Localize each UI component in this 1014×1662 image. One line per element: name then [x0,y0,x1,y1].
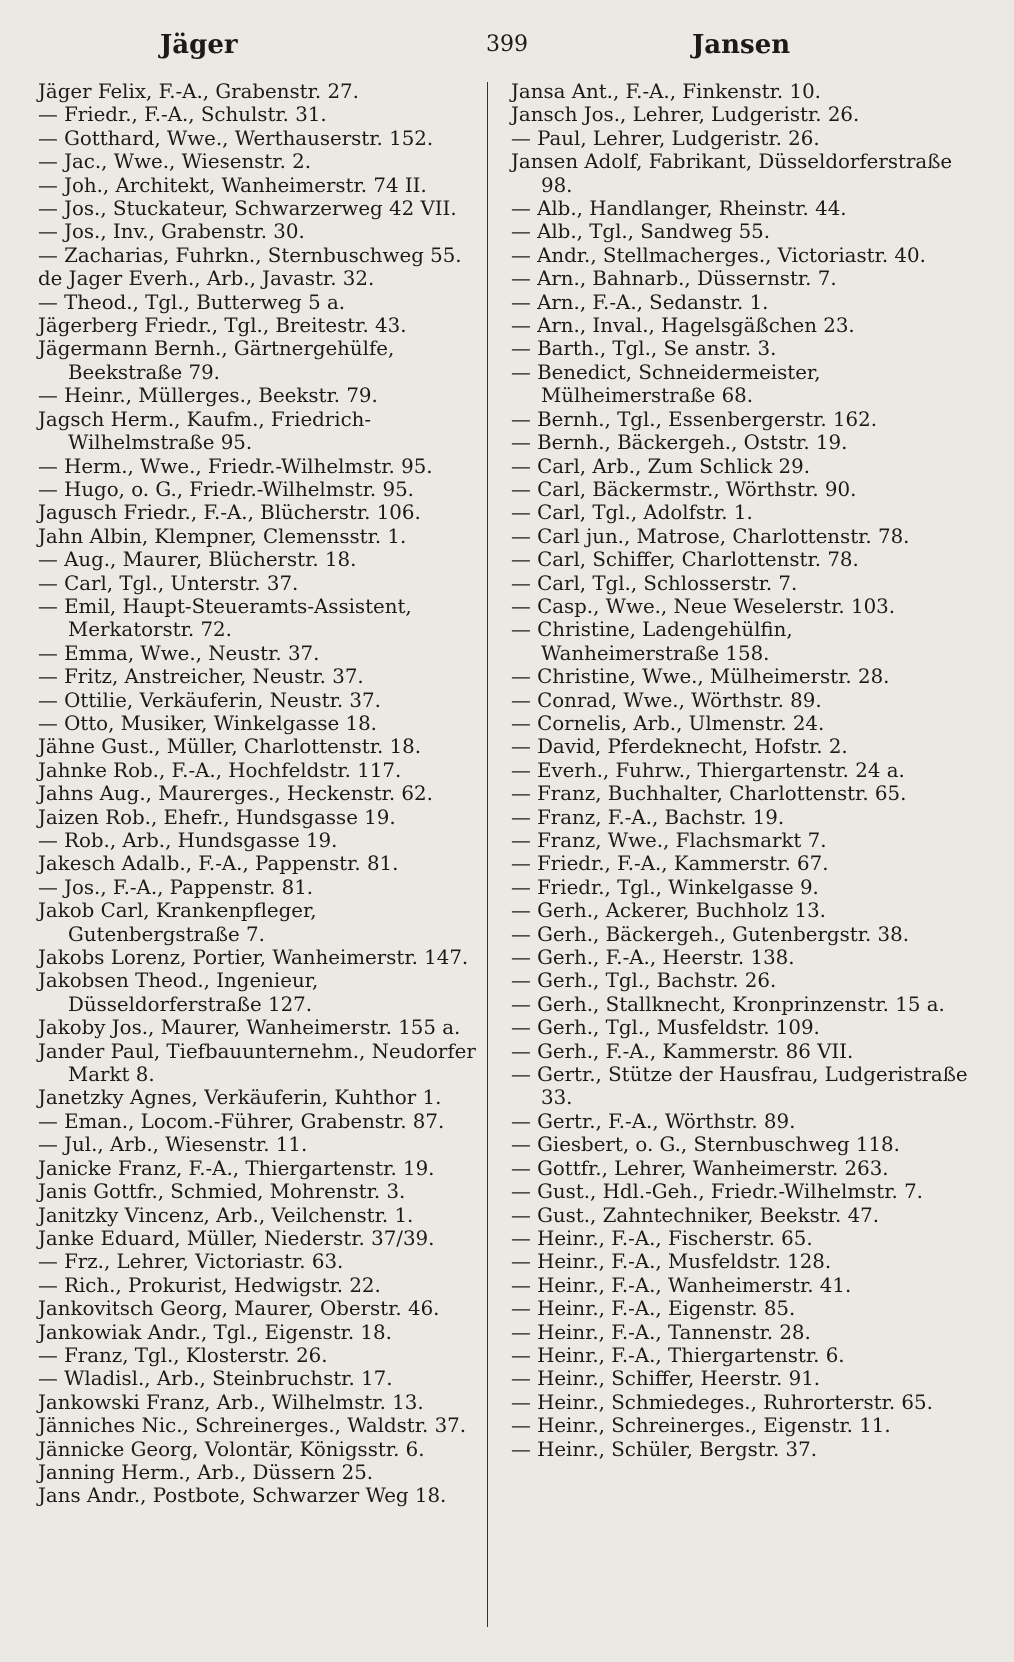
directory-entry: Janetzky Agnes, Verkäuferin, Kuhthor 1. [38,1086,442,1110]
directory-entry: — Ottilie, Verkäuferin, Neustr. 37. [38,688,381,712]
directory-entry: — Gust., Zahntechniker, Beekstr. 47. [511,1203,880,1227]
directory-entry: Jähne Gust., Müller, Charlottenstr. 18. [38,735,422,759]
directory-entry: Jankowski Franz, Arb., Wilhelmstr. 13. [38,1390,424,1414]
directory-entry: — Franz, F.-A., Bachstr. 19. [511,805,785,829]
directory-entry: — Paul, Lehrer, Ludgeristr. 26. [511,126,820,150]
directory-entry: — Jul., Arb., Wiesenstr. 11. [38,1133,308,1157]
column-divider [487,82,488,1627]
directory-entry: — Joh., Architekt, Wanheimerstr. 74 II. [38,173,427,197]
directory-entry: Jahns Aug., Maurerges., Heckenstr. 62. [38,782,433,806]
directory-entry: Jakesch Adalb., F.-A., Pappenstr. 81. [38,852,399,876]
directory-entry: — Barth., Tgl., Se anstr. 3. [511,337,777,361]
directory-entry: Jakobsen Theod., Ingenieur, Düsseldorferstraße 127. [38,969,319,1016]
directory-entry: — Gertr., F.-A., Wörthstr. 89. [511,1109,796,1133]
directory-entry: — Friedr., Tgl., Winkelgasse 9. [511,875,819,899]
directory-entry: — Casp., Wwe., Neue Weselerstr. 103. [511,594,896,618]
directory-entry: — Christine, Ladengehülfin, Wanheimerstraße 158. [511,618,793,665]
directory-entry: — Gotthard, Wwe., Werthauserstr. 152. [38,126,434,150]
directory-entry: — Carl jun., Matrose, Charlottenstr. 78. [511,524,910,548]
directory-entry: — Heinr., Schmiedeges., Ruhrorterstr. 65. [511,1390,933,1414]
directory-entry: — David, Pferdeknecht, Hofstr. 2. [511,735,848,759]
page-header [0,30,1014,70]
directory-entry: Jägermann Bernh., Gärtnergehülfe, Beekstraße 79. [38,337,395,384]
directory-entry: Janitzky Vincenz, Arb., Veilchenstr. 1. [38,1203,414,1227]
directory-entry: — Gerh., Tgl., Musfeldstr. 109. [511,1016,820,1040]
directory-entry: — Heinr., F.-A., Tannenstr. 28. [511,1320,811,1344]
directory-entry: — Jac., Wwe., Wiesenstr. 2. [38,150,312,174]
right-column [511,80,971,1461]
directory-entry: — Franz, Tgl., Klosterstr. 26. [38,1343,328,1367]
directory-entry: — Cornelis, Arb., Ulmenstr. 24. [511,711,825,735]
directory-entry: — Bernh., Bäckergeh., Oststr. 19. [511,431,848,455]
directory-entry: — Andr., Stellmacherges., Victoriastr. 40. [511,243,926,267]
directory-entry: Jansa Ant., F.-A., Finkenstr. 10. [511,80,821,103]
directory-entry: de Jager Everh., Arb., Javastr. 32. [38,267,375,291]
header-left-keyword: Jäger [160,30,238,60]
directory-entry: — Heinr., Schüler, Bergstr. 37. [511,1437,818,1461]
directory-entry: — Alb., Handlanger, Rheinstr. 44. [511,197,847,221]
directory-entry: — Gust., Hdl.-Geh., Friedr.-Wilhelmstr. 7. [511,1180,923,1204]
directory-entry: Jaizen Rob., Ehefr., Hundsgasse 19. [38,805,396,829]
directory-entry: — Alb., Tgl., Sandweg 55. [511,220,771,244]
directory-entry: — Emil, Haupt-Steueramts-Assistent, Merkatorstr. 72. [38,594,412,642]
directory-entry: Jäger Felix, F.-A., Grabenstr. 27. [38,80,359,103]
directory-entry: Jännicke Georg, Volontär, Königsstr. 6. [38,1437,425,1461]
directory-entry: Janicke Franz, F.-A., Thiergartenstr. 19. [38,1156,435,1180]
directory-entry: — Zacharias, Fuhrkn., Sternbuschweg 55. [38,243,462,267]
directory-entry: — Emma, Wwe., Neustr. 37. [38,641,320,665]
directory-entry: Janning Herm., Arb., Düssern 25. [38,1460,374,1484]
directory-entry: — Eman., Locom.-Führer, Grabenstr. 87. [38,1109,445,1133]
directory-entry: — Benedict, Schneidermeister, Mülheimerstraße 68. [511,360,821,408]
directory-entry: Jakobs Lorenz, Portier, Wanheimerstr. 147. [38,946,469,970]
directory-entry: Jansch Jos., Lehrer, Ludgeristr. 26. [511,103,860,127]
directory-entry: Jägerberg Friedr., Tgl., Breitestr. 43. [38,314,407,338]
directory-entry: Jans Andr., Postbote, Schwarzer Weg 18. [38,1484,447,1508]
directory-entry: — Jos., Inv., Grabenstr. 30. [38,220,305,244]
directory-entry: — Gerh., F.-A., Kammerstr. 86 VII. [511,1039,854,1063]
directory-entry: — Gerh., Tgl., Bachstr. 26. [511,969,777,993]
directory-entry: — Carl, Tgl., Adolfstr. 1. [511,501,753,525]
directory-entry: — Friedr., F.-A., Schulstr. 31. [38,103,327,127]
directory-entry: Janke Eduard, Müller, Niederstr. 37/39. [38,1226,435,1250]
directory-entry: — Heinr., Schiffer, Heerstr. 91. [511,1367,821,1391]
directory-entry: — Gerh., F.-A., Heerstr. 138. [511,946,795,970]
directory-entry: Jankowiak Andr., Tgl., Eigenstr. 18. [38,1320,392,1344]
directory-entry: — Otto, Musiker, Winkelgasse 18. [38,711,377,735]
directory-entry: — Gertr., Stütze der Hausfrau, Ludgeristraße 33. [511,1063,968,1110]
directory-entry: — Carl, Tgl., Schlosserstr. 7. [511,571,798,595]
directory-entry: Jänniches Nic., Schreinerges., Waldstr. 37. [38,1414,467,1438]
directory-entry: — Giesbert, o. G., Sternbuschweg 118. [511,1133,900,1157]
directory-entry: — Gerh., Ackerer, Buchholz 13. [511,899,826,923]
directory-entry: — Jos., Stuckateur, Schwarzerweg 42 VII. [38,197,457,221]
page-number: 399 [486,32,528,57]
directory-entry: — Gottfr., Lehrer, Wanheimerstr. 263. [511,1156,889,1180]
directory-entry: Jakoby Jos., Maurer, Wanheimerstr. 155 a. [38,1016,461,1040]
directory-entry: — Bernh., Tgl., Essenbergerstr. 162. [511,407,878,431]
directory-entry: — Heinr., Schreinerges., Eigenstr. 11. [511,1414,891,1438]
directory-entry: — Carl, Bäckermstr., Wörthstr. 90. [511,477,857,501]
directory-entry: Jankovitsch Georg, Maurer, Oberstr. 46. [38,1297,440,1321]
directory-entry: — Heinr., F.-A., Wanheimerstr. 41. [511,1273,852,1297]
directory-entry: — Wladisl., Arb., Steinbruchstr. 17. [38,1367,393,1391]
directory-entry: — Arn., Inval., Hagelsgäßchen 23. [511,314,855,338]
directory-entry: Jahn Albin, Klempner, Clemensstr. 1. [38,524,407,548]
directory-entry: — Heinr., F.-A., Eigenstr. 85. [511,1297,796,1321]
directory-entry: — Theod., Tgl., Butterweg 5 a. [38,290,346,314]
directory-entry: — Fritz, Anstreicher, Neustr. 37. [38,665,364,689]
directory-entry: — Carl, Schiffer, Charlottenstr. 78. [511,548,859,572]
left-column [38,80,483,1508]
directory-entry: — Herm., Wwe., Friedr.-Wilhelmstr. 95. [38,454,433,478]
directory-entry: — Heinr., F.-A., Musfeldstr. 128. [511,1250,832,1274]
directory-entry: Jagsch Herm., Kaufm., Friedrich-Wilhelmstraße 95. [38,407,372,455]
directory-entry: — Carl, Tgl., Unterstr. 37. [38,571,299,595]
directory-entry: — Rich., Prokurist, Hedwigstr. 22. [38,1273,381,1297]
directory-entry: — Jos., F.-A., Pappenstr. 81. [38,875,314,899]
directory-entry: — Gerh., Stallknecht, Kronprinzenstr. 15 a. [511,992,945,1016]
directory-entry: — Everh., Fuhrw., Thiergartenstr. 24 a. [511,758,905,782]
directory-entry: — Franz, Wwe., Flachsmarkt 7. [511,829,827,852]
directory-entry: — Friedr., F.-A., Kammerstr. 67. [511,852,829,876]
directory-entry: — Hugo, o. G., Friedr.-Wilhelmstr. 95. [38,477,414,501]
directory-entry: — Heinr., Müllerges., Beekstr. 79. [38,384,378,408]
directory-entry: Jakob Carl, Krankenpfleger, Gutenbergstraße 7. [38,899,317,946]
directory-entry: — Heinr., F.-A., Thiergartenstr. 6. [511,1343,845,1367]
directory-entry: — Aug., Maurer, Blücherstr. 18. [38,548,357,572]
directory-entry: — Frz., Lehrer, Victoriastr. 63. [38,1250,344,1274]
directory-entry: — Conrad, Wwe., Wörthstr. 89. [511,688,822,712]
directory-entry: Jander Paul, Tiefbauunternehm., Neudorfer Markt 8. [38,1039,476,1087]
directory-entry: — Gerh., Bäckergeh., Gutenbergstr. 38. [511,922,910,946]
directory-entry: — Heinr., F.-A., Fischerstr. 65. [511,1226,813,1250]
directory-entry: — Franz, Buchhalter, Charlottenstr. 65. [511,782,907,806]
directory-entry: — Arn., F.-A., Sedanstr. 1. [511,290,769,314]
directory-entry: Jansen Adolf, Fabrikant, Düsseldorferstraße 98. [511,150,953,197]
directory-entry: — Rob., Arb., Hundsgasse 19. [38,829,338,852]
directory-entry: — Christine, Wwe., Mülheimerstr. 28. [511,665,890,689]
directory-entry: Jagusch Friedr., F.-A., Blücherstr. 106. [38,501,421,525]
directory-entry: Janis Gottfr., Schmied, Mohrenstr. 3. [38,1180,406,1204]
directory-entry: Jahnke Rob., F.-A., Hochfeldstr. 117. [38,758,402,782]
directory-entry: — Arn., Bahnarb., Düssernstr. 7. [511,267,837,291]
header-right-keyword: Jansen [692,30,791,60]
directory-entry: — Carl, Arb., Zum Schlick 29. [511,454,810,478]
